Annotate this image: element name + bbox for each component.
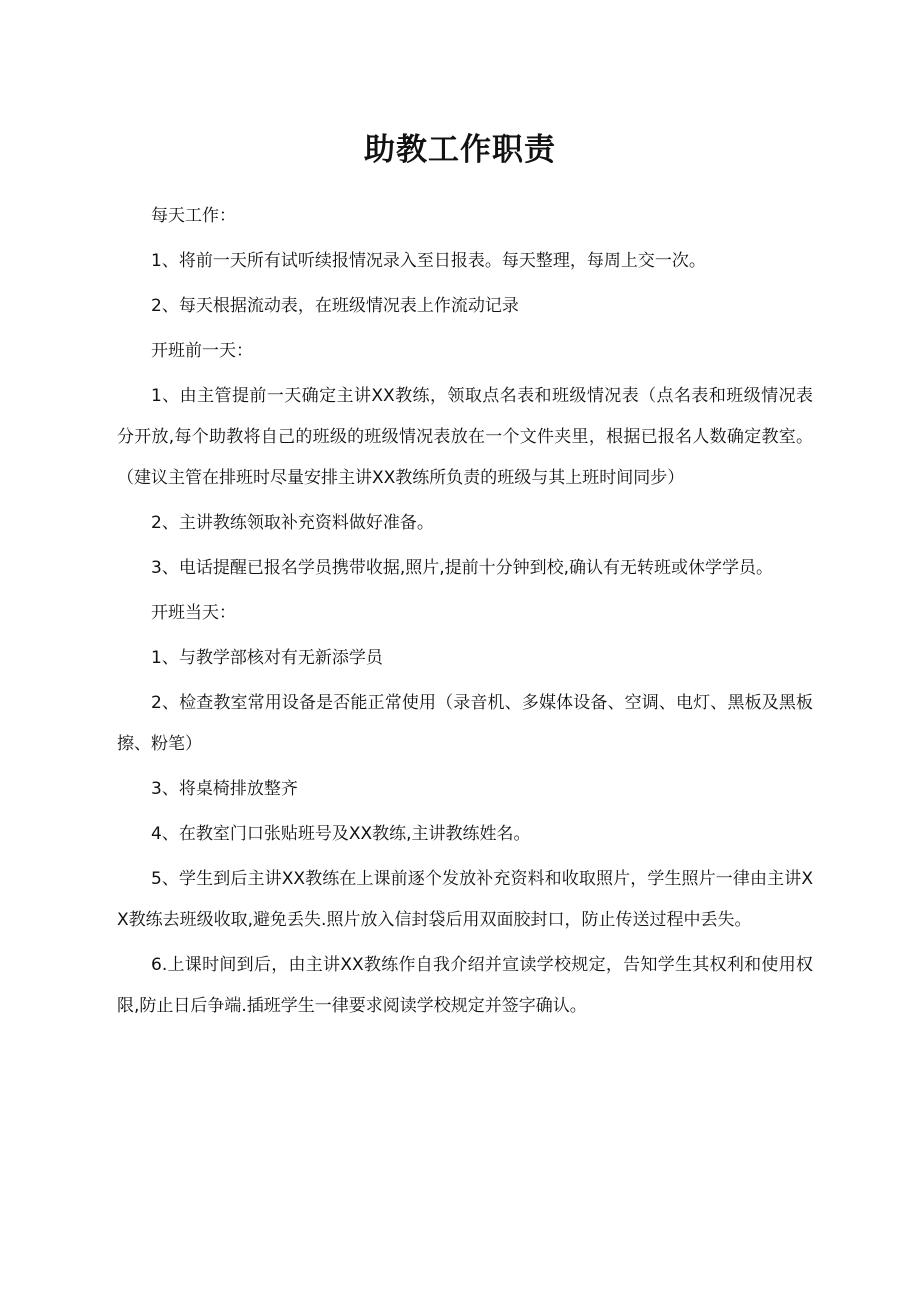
paragraph: 4、在教室门口张贴班号及XX教练,主讲教练姓名。 bbox=[151, 824, 531, 844]
paragraph: 1、由主管提前一天确定主讲XX教练，领取点名表和班级情况表（点名表和班级情况表分开放,每个助教将自己的班级的班级情况表放在一个文件夹里，根据已报名人数确定教室。（建议主管在排班时尽量安排主讲XX教练所负责的班级与其上班时间同步） bbox=[117, 386, 813, 488]
paragraph: 2、检查教室常用设备是否能正常使用（录音机、多媒体设备、空调、电灯、黑板及黑板擦、粉笔） bbox=[117, 693, 813, 754]
paragraph: 2、主讲教练领取补充资料做好准备。 bbox=[151, 513, 434, 533]
section-heading-daily: 每天工作： bbox=[151, 206, 236, 226]
paragraph: 1、将前一天所有试听续报情况录入至日报表。每天整理，每周上交一次。 bbox=[151, 251, 706, 271]
paragraph: 2、每天根据流动表，在班级情况表上作流动记录 bbox=[151, 296, 519, 316]
section-heading-day-before: 开班前一天： bbox=[151, 341, 253, 361]
document-body bbox=[117, 196, 813, 1031]
document-title: 助教工作职责 bbox=[364, 132, 556, 168]
paragraph: 5、学生到后主讲XX教练在上课前逐个发放补充资料和收取照片，学生照片一律由主讲XX教练去班级收取,避免丢失.照片放入信封袋后用双面胶封口，防止传送过程中丢失。 bbox=[117, 869, 813, 930]
paragraph: 3、电话提醒已报名学员携带收据,照片,提前十分钟到校,确认有无转班或休学学员。 bbox=[151, 558, 774, 578]
paragraph: 1、与教学部核对有无新添学员 bbox=[151, 648, 383, 668]
paragraph: 3、将桌椅排放整齐 bbox=[151, 779, 298, 799]
paragraph: 6.上课时间到后，由主讲XX教练作自我介绍并宣读学校规定，告知学生其权利和使用权限,防止日后争端.插班学生一律要求阅读学校规定并签字确认。 bbox=[117, 955, 813, 1016]
section-heading-opening-day: 开班当天： bbox=[151, 603, 236, 623]
